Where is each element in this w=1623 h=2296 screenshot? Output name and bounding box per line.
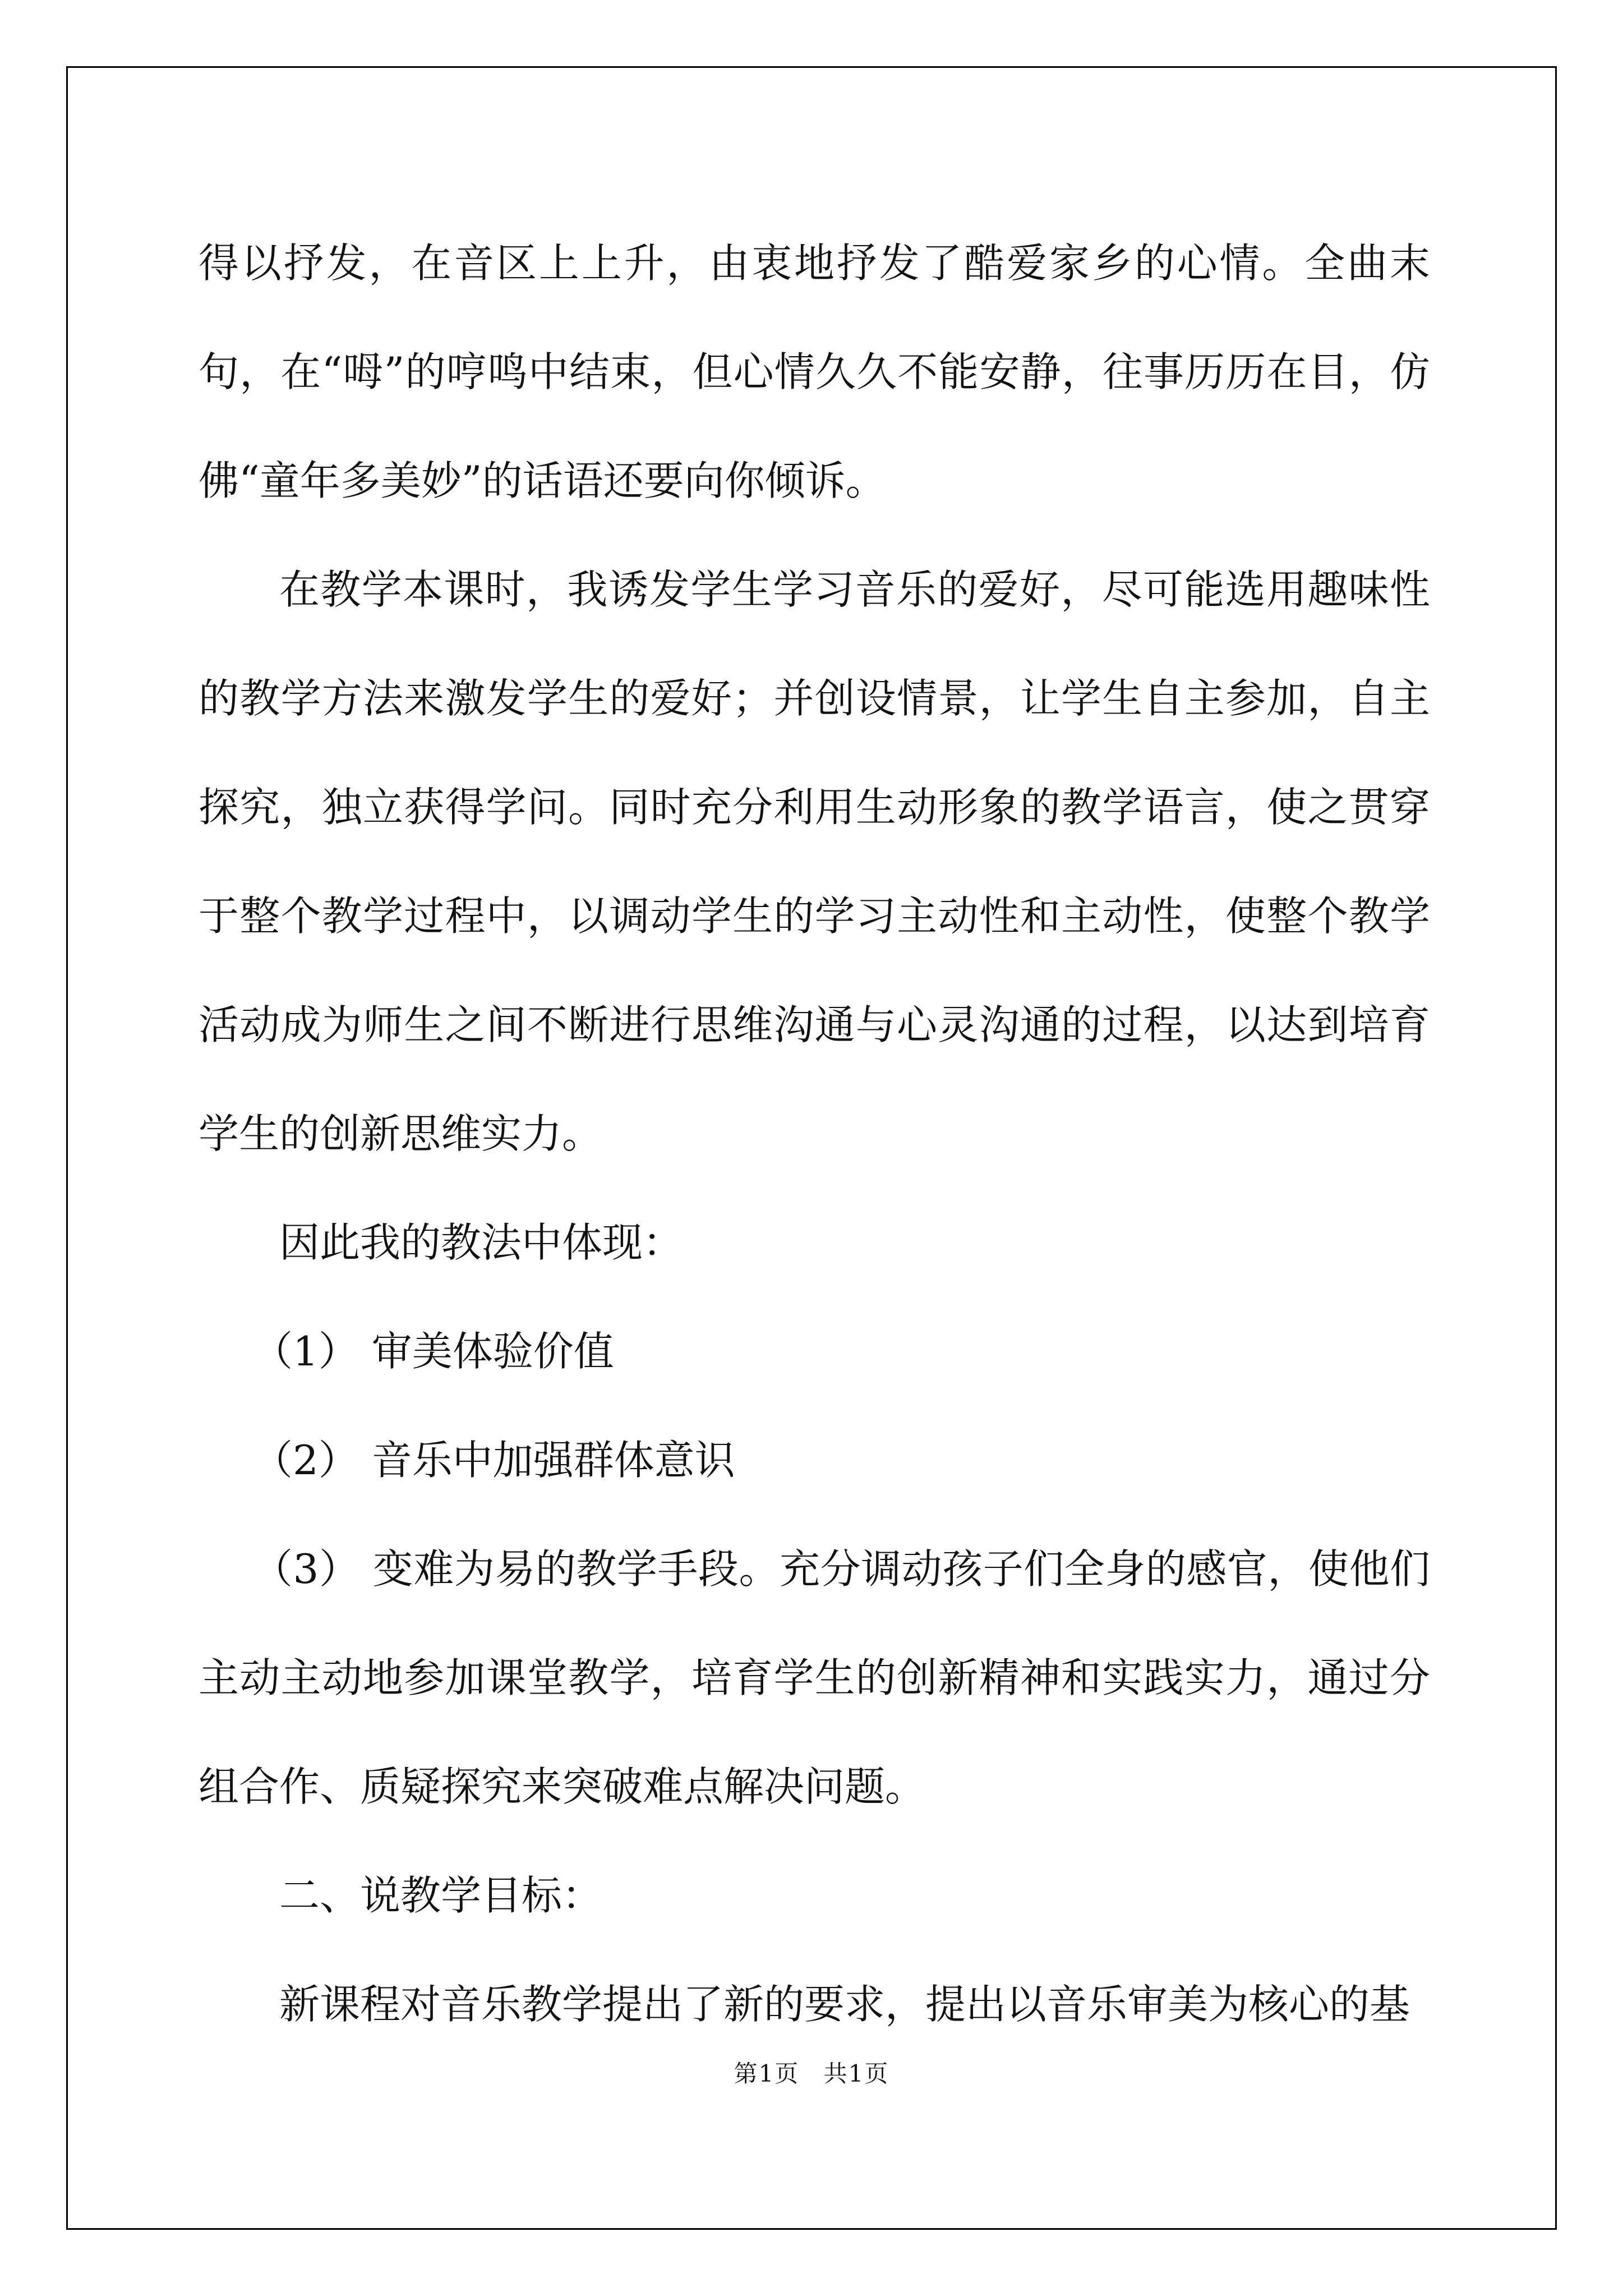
list-item: （2） 音乐中加强群体意识 bbox=[252, 1437, 735, 1484]
section-heading: 二、说教学目标： bbox=[279, 1872, 603, 1919]
page-footer bbox=[0, 2055, 1623, 2089]
page-number: 第1页 bbox=[734, 2060, 800, 2087]
paragraph: 新课程对音乐教学提出了新的要求，提出以音乐审美为核心的基 bbox=[279, 1981, 1410, 2028]
list-item: （1） 审美体验价值 bbox=[252, 1328, 614, 1375]
document-body bbox=[199, 209, 1430, 2059]
list-item: （3） 变难为易的教学手段。充分调动孩子们全身的感官，使他们主动主动地参加课堂教学，培育学生的创新精神和实践实力，通过分组合作、质疑探究来突破难点解决问题。 bbox=[199, 1545, 1430, 1810]
paragraph: 因此我的教法中体现： bbox=[279, 1219, 684, 1266]
paragraph: 在教学本课时，我诱发学生学习音乐的爱好，尽可能选用趣味性的教学方法来激发学生的爱好；并创设情景，让学生自主参加，自主探究，独立获得学问。同时充分利用生动形象的教学语言，使之贯穿于整个教学过程中，以调动学生的学习主动性和主动性，使整个教学活动成为师生之间不断进行思维沟通与心灵沟通的过程，以达到培育学生的创新思维实力。 bbox=[199, 566, 1430, 1157]
paragraph: 得以抒发，在音区上上升，由衷地抒发了酷爱家乡的心情。全曲末句，在“呣”的哼鸣中结束，但心情久久不能安静，往事历历在目，仿佛“童年多美妙”的话语还要向你倾诉。 bbox=[199, 240, 1430, 504]
page-total: 共1页 bbox=[823, 2060, 889, 2087]
